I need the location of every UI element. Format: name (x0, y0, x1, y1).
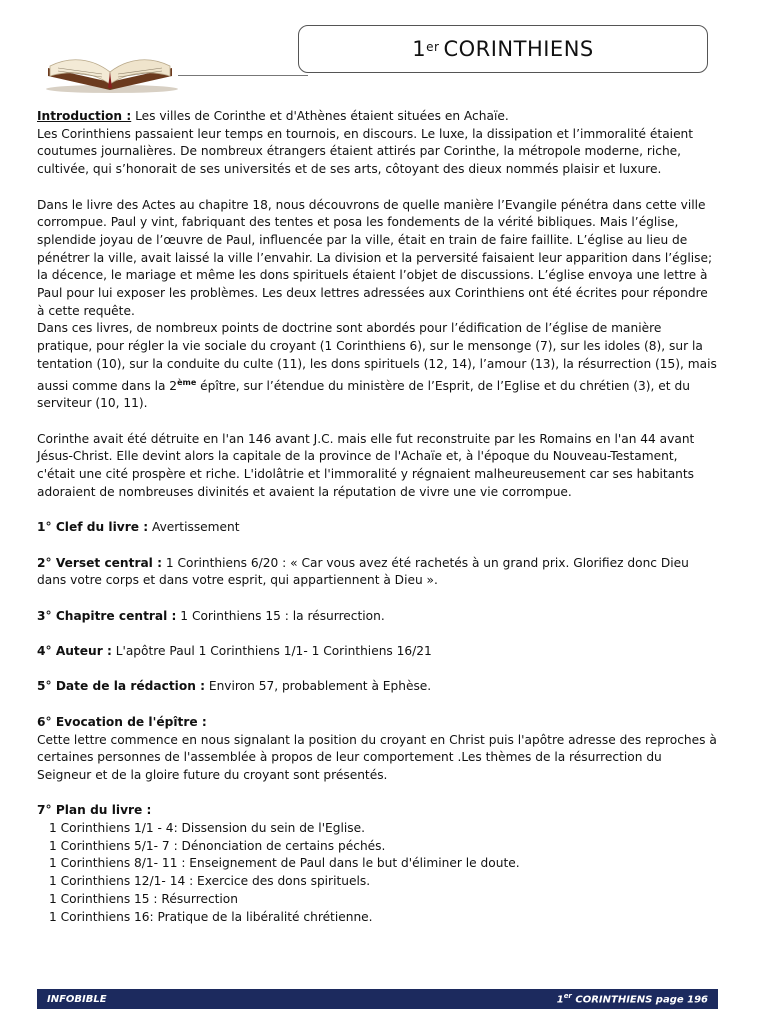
section-auteur-label: 4° Auteur : (37, 644, 112, 659)
title-text: CORINTHIENS (443, 37, 594, 61)
section-clef-text: Avertissement (148, 520, 240, 535)
section-evocation-text: Cette lettre commence en nous signalant la position du croyant en Christ puis l'apôtre adresse des reproches à certaines personnes de l'assemblée à propos de leur comportement .Les thèmes de la résurrection du Seigneur et de la gloire future du croyant sont présentés. (37, 732, 717, 782)
list-item: 1 Corinthiens 1/1 - 4: Dissension du sein de l'Eglise. (49, 821, 365, 836)
list-item: 1 Corinthiens 8/1- 11 : Enseignement de Paul dans le but d'éliminer le doute. (49, 856, 520, 871)
section-auteur (37, 643, 717, 661)
section-verset-label: 2° Verset central : (37, 555, 162, 570)
section-auteur-text: L'apôtre Paul 1 Corinthiens 1/1- 1 Corinthiens 16/21 (111, 644, 432, 659)
list-item: 1 Corinthiens 12/1- 14 : Exercice des dons spirituels. (49, 874, 371, 889)
section-clef (37, 519, 717, 537)
section-verset (37, 555, 717, 590)
list-item: 1 Corinthiens 16: Pratique de la libéralité chrétienne. (49, 909, 373, 924)
section-evocation-label: 6° Evocation de l'épître : (37, 714, 207, 729)
intro-line (37, 108, 717, 126)
footer-page-text: CORINTHIENS page 196 (571, 994, 708, 1006)
intro-paragraph-3-end: épître, sur l’étendue du ministère de l’Esprit, de l’Eglise et du chrétien (3), et du serviteur (10, 11). (37, 378, 690, 411)
footer-brand: INFOBIBLE (47, 993, 107, 1005)
section-chapitre-label: 3° Chapitre central : (37, 608, 177, 623)
intro-paragraph-3-start: Dans ces livres, de nombreux points de doctrine sont abordés pour l’édification de l’église de manière pratique, pour régler la vie sociale du croyant (1 Corinthiens 6), sur le mensonge (7), sur les idoles (8), sur la tentation (10), sur la conduite du culte (11), les dons spirituels (12, 14), l’amour (13), la résurrection (15), mais aussi comme dans la 2 (37, 321, 717, 393)
intro-paragraph-4: Corinthe avait été détruite en l'an 146 avant J.C. mais elle fut reconstruite par les Romains en l'an 44 avant Jésus-Christ. Elle devint alors la capitale de la province de l'Achaïe et, à l'époque du Nouveau-Testament, c'était une cité prospère et riche. L'idolâtrie et l'immoralité y régnaient malheureusement car ses habitants adoraient de nombreuses divinités et avaient la réputation de vivre une vie corrompue. (37, 431, 695, 499)
footer-number: 1 (556, 994, 564, 1006)
intro-paragraph-2: Dans le livre des Actes au chapitre 18, nous découvrons de quelle manière l’Evangile pénétra dans cette ville corrompue. Paul y vint, fabriquant des tentes et posa les fondements de la vérité bibliques. Mais l’église, splendide joyau de l’œuvre de Paul, influencée par la ville, était en train de faire faillite. L’église au lieu de pénétrer la ville, avait laissé la ville l’envahir. La division et la perversité faisaient leur apparition dans l’église; la décence, le mariage et même les dons spirituels étaient l’objet de discussions. L’église envoya une lettre à Paul pour lui exposer les problèmes. Les deux lettres adressées aux Corinthiens ont été écrites pour répondre à cette requête. (37, 197, 713, 318)
list-item: 1 Corinthiens 15 : Résurrection (49, 891, 238, 906)
plan-list (37, 820, 717, 926)
title-superscript: er (426, 40, 440, 54)
document-body (37, 108, 717, 926)
section-plan-label: 7° Plan du livre : (37, 803, 152, 818)
section-chapitre-text: 1 Corinthiens 15 : la résurrection. (176, 608, 385, 623)
section-clef-label: 1° Clef du livre : (37, 520, 149, 535)
section-date-text: Environ 57, probablement à Ephèse. (205, 679, 432, 694)
intro-paragraph-1: Les Corinthiens passaient leur temps en tournois, en discours. Le luxe, la dissipation et l’immoralité étaient coutumes journalières. De nombreux étrangers étaient attirés par Corinthe, la métropole moderne, riche, cultivée, qui s’honorait de ses universités et de ses arts, côtoyant des dieux nommés plaisir et luxure. (37, 126, 694, 177)
intro-text: Les villes de Corinthe et d'Athènes étaient situées en Achaïe. (131, 109, 509, 123)
intro-paragraph-3 (37, 320, 717, 413)
intro-label: Introduction : (37, 109, 132, 123)
footer-superscript: er (563, 992, 572, 1001)
ordinal-superscript: ème (177, 377, 197, 387)
header-rule (178, 75, 308, 76)
list-item: 1 Corinthiens 5/1- 7 : Dénonciation de certains péchés. (49, 838, 386, 853)
title-number: 1 (412, 37, 427, 61)
section-date-label: 5° Date de la rédaction : (37, 679, 205, 694)
section-date (37, 678, 717, 696)
footer-page-label (557, 992, 708, 1005)
section-verset-text: 1 Corinthiens 6/20 : « Car vous avez été rachetés à un grand prix. Glorifiez donc Dieu dans votre corps et dans votre esprit, qui appartiennent à Dieu ». (37, 555, 689, 588)
section-chapitre (37, 608, 717, 626)
page-title (298, 25, 708, 73)
page-footer (37, 989, 718, 1009)
open-bible-icon (40, 42, 180, 94)
